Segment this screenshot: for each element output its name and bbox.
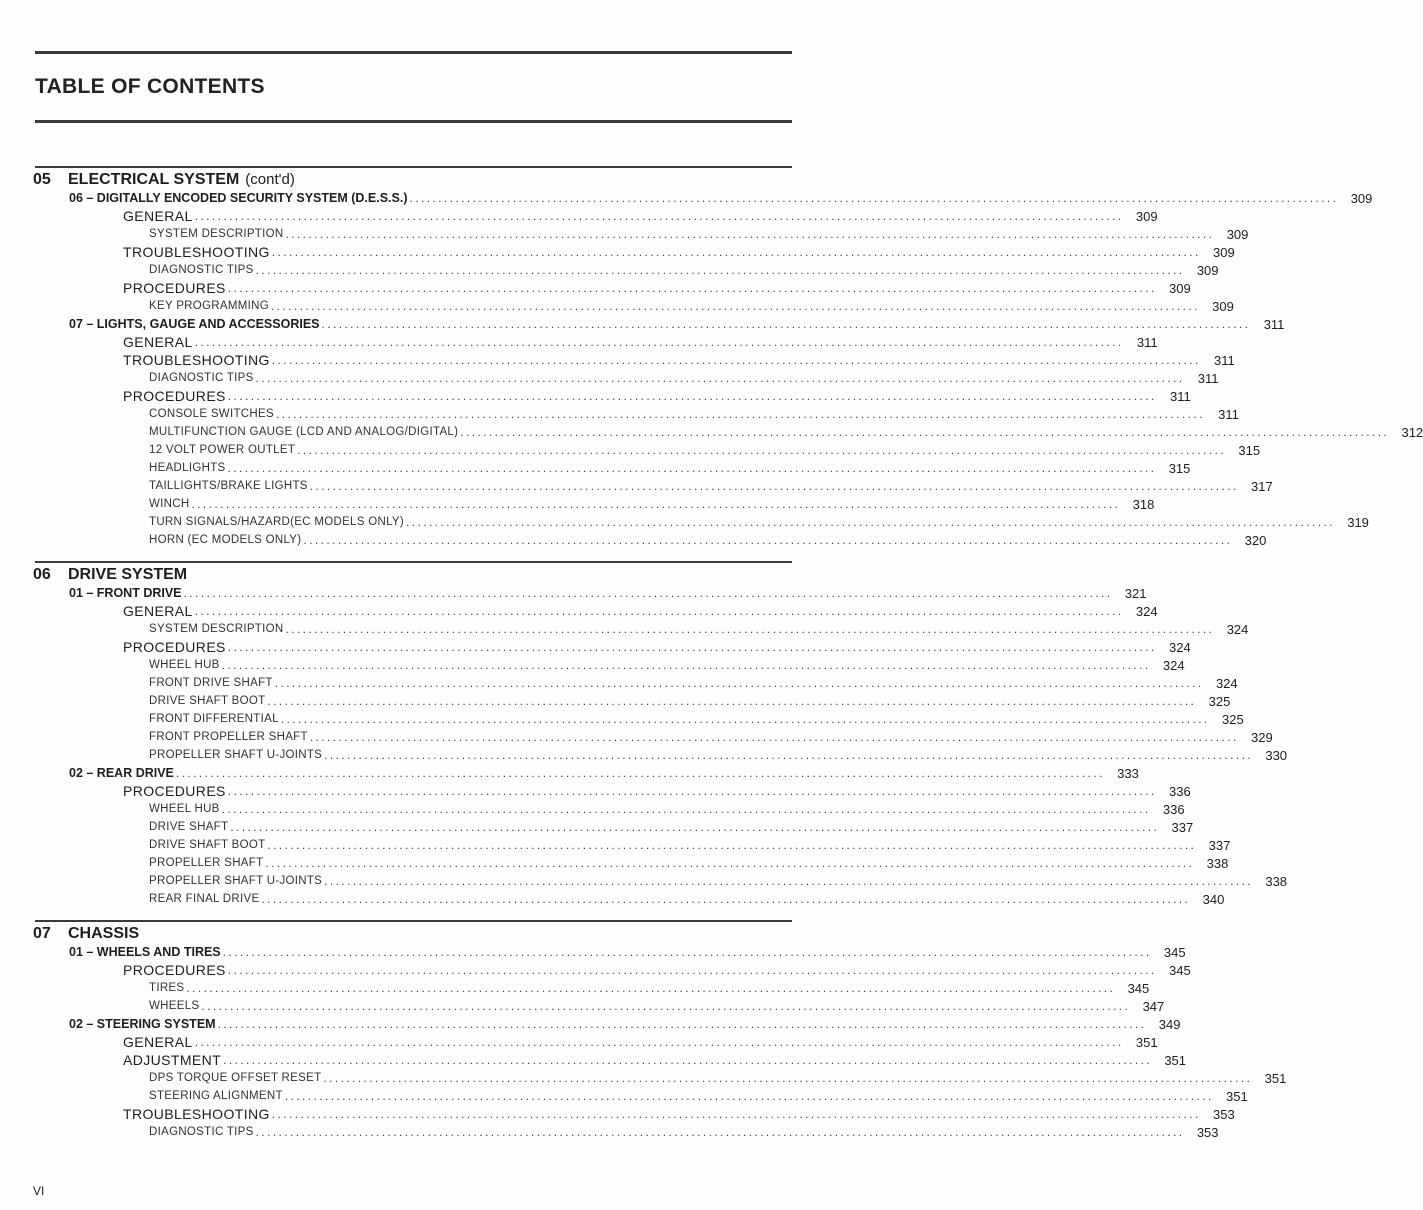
toc-entry-label: GENERAL (123, 208, 193, 224)
dot-leader: .................................................................................................................................................................. (217, 1017, 1147, 1031)
toc-entry-page-number: 338 (1206, 855, 1229, 871)
dot-leader: .................................................................................................................................................................. (275, 407, 1205, 421)
dot-leader: .................................................................................................................................................................. (255, 1125, 1185, 1139)
dot-leader: .................................................................................................................................................................. (221, 658, 1151, 672)
dot-leader: .................................................................................................................................................................. (309, 730, 1239, 744)
toc-subsection-entry[interactable] (33, 387, 1191, 405)
toc-entry-page-number: 336 (1169, 783, 1191, 799)
toc-topic-entry[interactable] (33, 674, 1238, 692)
section-number: 07 (33, 924, 51, 942)
toc-entry-page-number: 340 (1202, 891, 1225, 907)
dot-leader: .................................................................................................................................................................. (201, 999, 1131, 1013)
dot-leader: .................................................................................................................................................................. (323, 1071, 1253, 1085)
toc-entry-page-number: 353 (1196, 1124, 1219, 1140)
toc-entry-page-number: 345 (1127, 980, 1150, 996)
dot-leader: .................................................................................................................................................................. (280, 712, 1210, 726)
toc-entry-label: GENERAL (123, 1034, 193, 1050)
toc-entry-page-number: 351 (1164, 1052, 1187, 1068)
toc-entry-label: DIAGNOSTIC TIPS (149, 1126, 254, 1138)
toc-chapter-entry[interactable] (33, 764, 1139, 782)
toc-entry-page-number: 312 (1401, 424, 1423, 440)
page-number: VI (33, 1184, 45, 1198)
toc-topic-entry[interactable] (33, 979, 1150, 997)
dot-leader: .................................................................................................................................................................. (227, 389, 1157, 403)
toc-entry-label: REAR FINAL DRIVE (149, 893, 260, 905)
toc-topic-entry[interactable] (33, 728, 1273, 746)
toc-entry-label: PROCEDURES (123, 962, 226, 978)
toc-topic-entry[interactable] (33, 441, 1261, 459)
toc-subsection-entry[interactable] (33, 279, 1191, 297)
dot-leader: .................................................................................................................................................................. (222, 945, 1152, 959)
dot-leader: .................................................................................................................................................................. (409, 191, 1339, 205)
dot-leader: .................................................................................................................................................................. (227, 281, 1157, 295)
toc-entry-label: PROCEDURES (123, 639, 226, 655)
toc-topic-entry[interactable] (33, 800, 1185, 818)
toc-entry-label: ADJUSTMENT (123, 1052, 222, 1068)
toc-entry-label: 01 – FRONT DRIVE (69, 586, 182, 600)
dot-leader: .................................................................................................................................................................. (274, 676, 1204, 690)
toc-entry-label: TROUBLESHOOTING (123, 244, 270, 260)
toc-subsection-entry[interactable] (33, 1051, 1187, 1069)
toc-topic-entry[interactable] (33, 1069, 1287, 1087)
toc-entry-label: PROCEDURES (123, 388, 226, 404)
toc-entry-label: TROUBLESHOOTING (123, 1106, 270, 1122)
dot-leader: .................................................................................................................................................................. (406, 515, 1335, 529)
toc-topic-entry[interactable] (33, 854, 1229, 872)
toc-chapter-entry[interactable] (33, 584, 1147, 602)
dot-leader: .................................................................................................................................................................. (194, 335, 1124, 349)
toc-entry-label: TAILLIGHTS/BRAKE LIGHTS (149, 480, 308, 492)
toc-subsection-entry[interactable] (33, 602, 1158, 620)
toc-entry-label: GENERAL (123, 603, 193, 619)
dot-leader: .................................................................................................................................................................. (324, 874, 1254, 888)
toc-entry-page-number: 309 (1226, 226, 1249, 242)
toc-topic-entry[interactable] (33, 297, 1234, 315)
toc-topic-entry[interactable] (33, 836, 1231, 854)
dot-leader: .................................................................................................................................................................. (230, 820, 1160, 834)
toc-entry-page-number: 351 (1135, 1034, 1158, 1050)
toc-entry-label: PROCEDURES (123, 783, 226, 799)
toc-entry-page-number: 347 (1142, 998, 1165, 1014)
toc-entry-page-number: 336 (1162, 801, 1185, 817)
dot-leader: .................................................................................................................................................................. (194, 1035, 1124, 1049)
toc-entry-label: WHEEL HUB (149, 659, 220, 671)
toc-entry-page-number: 337 (1208, 837, 1231, 853)
toc-entry-label: WHEELS (149, 1000, 200, 1012)
toc-entry-page-number: 315 (1168, 460, 1191, 476)
toc-chapter-entry[interactable] (33, 189, 1373, 207)
toc-entry-page-number: 351 (1226, 1088, 1248, 1104)
toc-entry-label: DRIVE SHAFT BOOT (149, 839, 266, 851)
dot-leader: .................................................................................................................................................................. (227, 963, 1157, 977)
toc-entry-page-number: 338 (1265, 873, 1288, 889)
dot-leader: .................................................................................................................................................................. (221, 802, 1151, 816)
dot-leader: .................................................................................................................................................................. (271, 245, 1201, 259)
toc-entry-label: TROUBLESHOOTING (123, 352, 270, 368)
toc-topic-entry[interactable] (33, 1087, 1248, 1105)
toc-entry-page-number: 309 (1169, 280, 1191, 296)
toc-topic-entry[interactable] (33, 423, 1423, 441)
section-06 (33, 565, 1288, 908)
section-number: 06 (33, 565, 51, 583)
dot-leader: .................................................................................................................................................................. (285, 622, 1215, 636)
dot-leader: .................................................................................................................................................................. (223, 1053, 1153, 1067)
toc-topic-entry[interactable] (33, 692, 1231, 710)
toc-entry-label: 02 – REAR DRIVE (69, 766, 174, 780)
section-heading (33, 924, 793, 943)
toc-entry-label: PROPELLER SHAFT (149, 857, 264, 869)
toc-entry-label: DIAGNOSTIC TIPS (149, 372, 254, 384)
toc-subsection-entry[interactable] (33, 782, 1191, 800)
toc-entry-label: MULTIFUNCTION GAUGE (LCD AND ANALOG/DIGITAL) (149, 426, 459, 438)
toc-entry-page-number: 311 (1213, 352, 1235, 368)
toc-chapter-entry[interactable] (33, 1015, 1181, 1033)
dot-leader: .................................................................................................................................................................. (267, 694, 1197, 708)
toc-topic-entry[interactable] (33, 1123, 1219, 1141)
dot-leader: .................................................................................................................................................................. (297, 443, 1227, 457)
toc-entry-page-number: 319 (1347, 514, 1369, 530)
dot-leader: .................................................................................................................................................................. (285, 227, 1215, 241)
dot-leader: .................................................................................................................................................................. (255, 263, 1185, 277)
top-rule (35, 51, 792, 54)
dot-leader: .................................................................................................................................................................. (255, 371, 1185, 385)
toc-topic-entry[interactable] (33, 746, 1288, 764)
toc-entry-label: SYSTEM DESCRIPTION (149, 228, 284, 240)
dot-leader: .................................................................................................................................................................. (270, 299, 1200, 313)
toc-entry-page-number: 315 (1238, 442, 1261, 458)
toc-entry-page-number: 311 (1169, 388, 1191, 404)
toc-entry-page-number: 345 (1169, 962, 1191, 978)
toc-entry-label: FRONT PROPELLER SHAFT (149, 731, 308, 743)
toc-entry-page-number: 321 (1124, 585, 1147, 601)
toc-entry-page-number: 325 (1221, 711, 1244, 727)
dot-leader: .................................................................................................................................................................. (227, 461, 1157, 475)
section-number: 05 (33, 170, 51, 188)
toc-entry-page-number: 351 (1264, 1070, 1287, 1086)
toc-entry-label: 01 – WHEELS AND TIRES (69, 945, 221, 959)
toc-entry-page-number: 324 (1169, 639, 1191, 655)
toc-entry-label: PROPELLER SHAFT U-JOINTS (149, 749, 323, 761)
dot-leader: .................................................................................................................................................................. (186, 981, 1116, 995)
toc-topic-entry[interactable] (33, 513, 1369, 531)
toc-subsection-entry[interactable] (33, 638, 1191, 656)
toc-topic-entry[interactable] (33, 477, 1273, 495)
toc-entry-label: STEERING ALIGNMENT (149, 1090, 283, 1102)
dot-leader: .................................................................................................................................................................. (194, 209, 1124, 223)
toc-entry-page-number: 325 (1208, 693, 1231, 709)
toc-entry-page-number: 309 (1213, 244, 1235, 260)
toc-entry-page-number: 324 (1215, 675, 1238, 691)
toc-entry-page-number: 349 (1158, 1016, 1181, 1032)
dot-leader: .................................................................................................................................................................. (227, 784, 1157, 798)
toc-entry-label: GENERAL (123, 334, 193, 350)
toc-entry-label: 07 – LIGHTS, GAUGE AND ACCESSORIES (69, 317, 320, 331)
toc-topic-entry[interactable] (33, 872, 1288, 890)
section-rule-07 (35, 920, 792, 922)
toc-topic-entry[interactable] (33, 656, 1185, 674)
section-continued-note: (cont'd) (245, 171, 295, 188)
dot-leader: .................................................................................................................................................................. (194, 604, 1124, 618)
section-07 (33, 924, 1287, 1141)
toc-entry-page-number: 320 (1244, 532, 1267, 548)
toc-subsection-entry[interactable] (33, 333, 1158, 351)
toc-subsection-entry[interactable] (33, 961, 1191, 979)
dot-leader: .................................................................................................................................................................. (321, 317, 1251, 331)
toc-topic-entry[interactable] (33, 710, 1244, 728)
toc-entry-label: TURN SIGNALS/HAZARD(EC MODELS ONLY) (149, 516, 405, 528)
toc-topic-entry[interactable] (33, 369, 1219, 387)
toc-entry-page-number: 333 (1117, 765, 1139, 781)
toc-entry-page-number: 311 (1197, 370, 1219, 386)
toc-entry-label: DPS TORQUE OFFSET RESET (149, 1072, 322, 1084)
dot-leader: .................................................................................................................................................................. (227, 640, 1157, 654)
toc-entry-page-number: 309 (1350, 190, 1373, 206)
section-title: CHASSIS (68, 924, 140, 942)
section-heading (33, 565, 793, 584)
toc-topic-entry[interactable] (33, 890, 1225, 908)
section-heading (33, 170, 793, 189)
section-05 (33, 170, 1423, 549)
toc-entry-page-number: 311 (1263, 316, 1285, 332)
toc-entry-label: 12 VOLT POWER OUTLET (149, 444, 296, 456)
toc-subsection-entry[interactable] (33, 243, 1235, 261)
toc-entry-label: DIAGNOSTIC TIPS (149, 264, 254, 276)
toc-topic-entry[interactable] (33, 459, 1191, 477)
toc-entry-label: PROCEDURES (123, 280, 226, 296)
dot-leader: .................................................................................................................................................................. (324, 748, 1254, 762)
toc-entry-page-number: 309 (1212, 298, 1234, 314)
dot-leader: .................................................................................................................................................................. (261, 892, 1191, 906)
toc-topic-entry[interactable] (33, 261, 1219, 279)
toc-entry-page-number: 311 (1136, 334, 1158, 350)
toc-entry-page-number: 311 (1218, 406, 1239, 422)
toc-entry-page-number: 353 (1213, 1106, 1235, 1122)
toc-entry-page-number: 317 (1250, 478, 1273, 494)
toc-entry-label: PROPELLER SHAFT U-JOINTS (149, 875, 323, 887)
section-title: DRIVE SYSTEM (68, 565, 188, 583)
section-title: ELECTRICAL SYSTEM (68, 170, 240, 188)
dot-leader: .................................................................................................................................................................. (267, 838, 1197, 852)
toc-chapter-entry[interactable] (33, 315, 1285, 333)
toc-entry-page-number: 309 (1196, 262, 1219, 278)
toc-topic-entry[interactable] (33, 225, 1249, 243)
toc-entry-page-number: 345 (1163, 944, 1186, 960)
dot-leader: .................................................................................................................................................................. (191, 497, 1121, 511)
toc-entry-label: FRONT DIFFERENTIAL (149, 713, 279, 725)
toc-entry-label: HEADLIGHTS (149, 462, 226, 474)
toc-entry-label: KEY PROGRAMMING (149, 300, 269, 312)
toc-entry-label: DRIVE SHAFT BOOT (149, 695, 266, 707)
toc-subsection-entry[interactable] (33, 1033, 1158, 1051)
toc-topic-entry[interactable] (33, 818, 1194, 836)
section-rule-06 (35, 561, 792, 563)
dot-leader: .................................................................................................................................................................. (303, 533, 1233, 547)
dot-leader: .................................................................................................................................................................. (183, 586, 1113, 600)
toc-topic-entry[interactable] (33, 495, 1155, 513)
toc-entry-page-number: 324 (1162, 657, 1185, 673)
toc-entry-label: DRIVE SHAFT (149, 821, 229, 833)
toc-entry-label: WHEEL HUB (149, 803, 220, 815)
toc-entry-label: WINCH (149, 498, 190, 510)
dot-leader: .................................................................................................................................................................. (309, 479, 1239, 493)
toc-subsection-entry[interactable] (33, 351, 1235, 369)
toc-chapter-entry[interactable] (33, 943, 1186, 961)
toc-topic-entry[interactable] (33, 620, 1249, 638)
toc-entry-label: HORN (EC MODELS ONLY) (149, 534, 302, 546)
toc-topic-entry[interactable] (33, 405, 1239, 423)
toc-entry-page-number: 324 (1135, 603, 1158, 619)
toc-topic-entry[interactable] (33, 531, 1267, 549)
dot-leader: .................................................................................................................................................................. (284, 1089, 1214, 1103)
toc-entry-label: FRONT DRIVE SHAFT (149, 677, 273, 689)
toc-entry-page-number: 318 (1132, 496, 1155, 512)
toc-entry-label: CONSOLE SWITCHES (149, 408, 274, 420)
toc-entry-page-number: 329 (1251, 729, 1273, 745)
dot-leader: .................................................................................................................................................................. (271, 1107, 1201, 1121)
toc-subsection-entry[interactable] (33, 1105, 1235, 1123)
toc-entry-label: 02 – STEERING SYSTEM (69, 1017, 216, 1031)
toc-entry-page-number: 324 (1226, 621, 1249, 637)
toc-entry-page-number: 337 (1171, 819, 1194, 835)
dot-leader: .................................................................................................................................................................. (175, 766, 1105, 780)
toc-entry-label: SYSTEM DESCRIPTION (149, 623, 284, 635)
page-title: TABLE OF CONTENTS (35, 75, 265, 98)
section-rule-05 (35, 166, 792, 168)
dot-leader: .................................................................................................................................................................. (265, 856, 1195, 870)
toc-entry-label: 06 – DIGITALLY ENCODED SECURITY SYSTEM (D.E.S.S.) (69, 191, 408, 205)
toc-entry-page-number: 309 (1135, 208, 1158, 224)
toc-entry-label: TIRES (149, 982, 185, 994)
title-rule (35, 120, 792, 123)
dot-leader: .................................................................................................................................................................. (271, 353, 1201, 367)
toc-entry-page-number: 330 (1265, 747, 1288, 763)
toc-topic-entry[interactable] (33, 997, 1165, 1015)
toc-subsection-entry[interactable] (33, 207, 1158, 225)
dot-leader: .................................................................................................................................................................. (460, 425, 1390, 439)
